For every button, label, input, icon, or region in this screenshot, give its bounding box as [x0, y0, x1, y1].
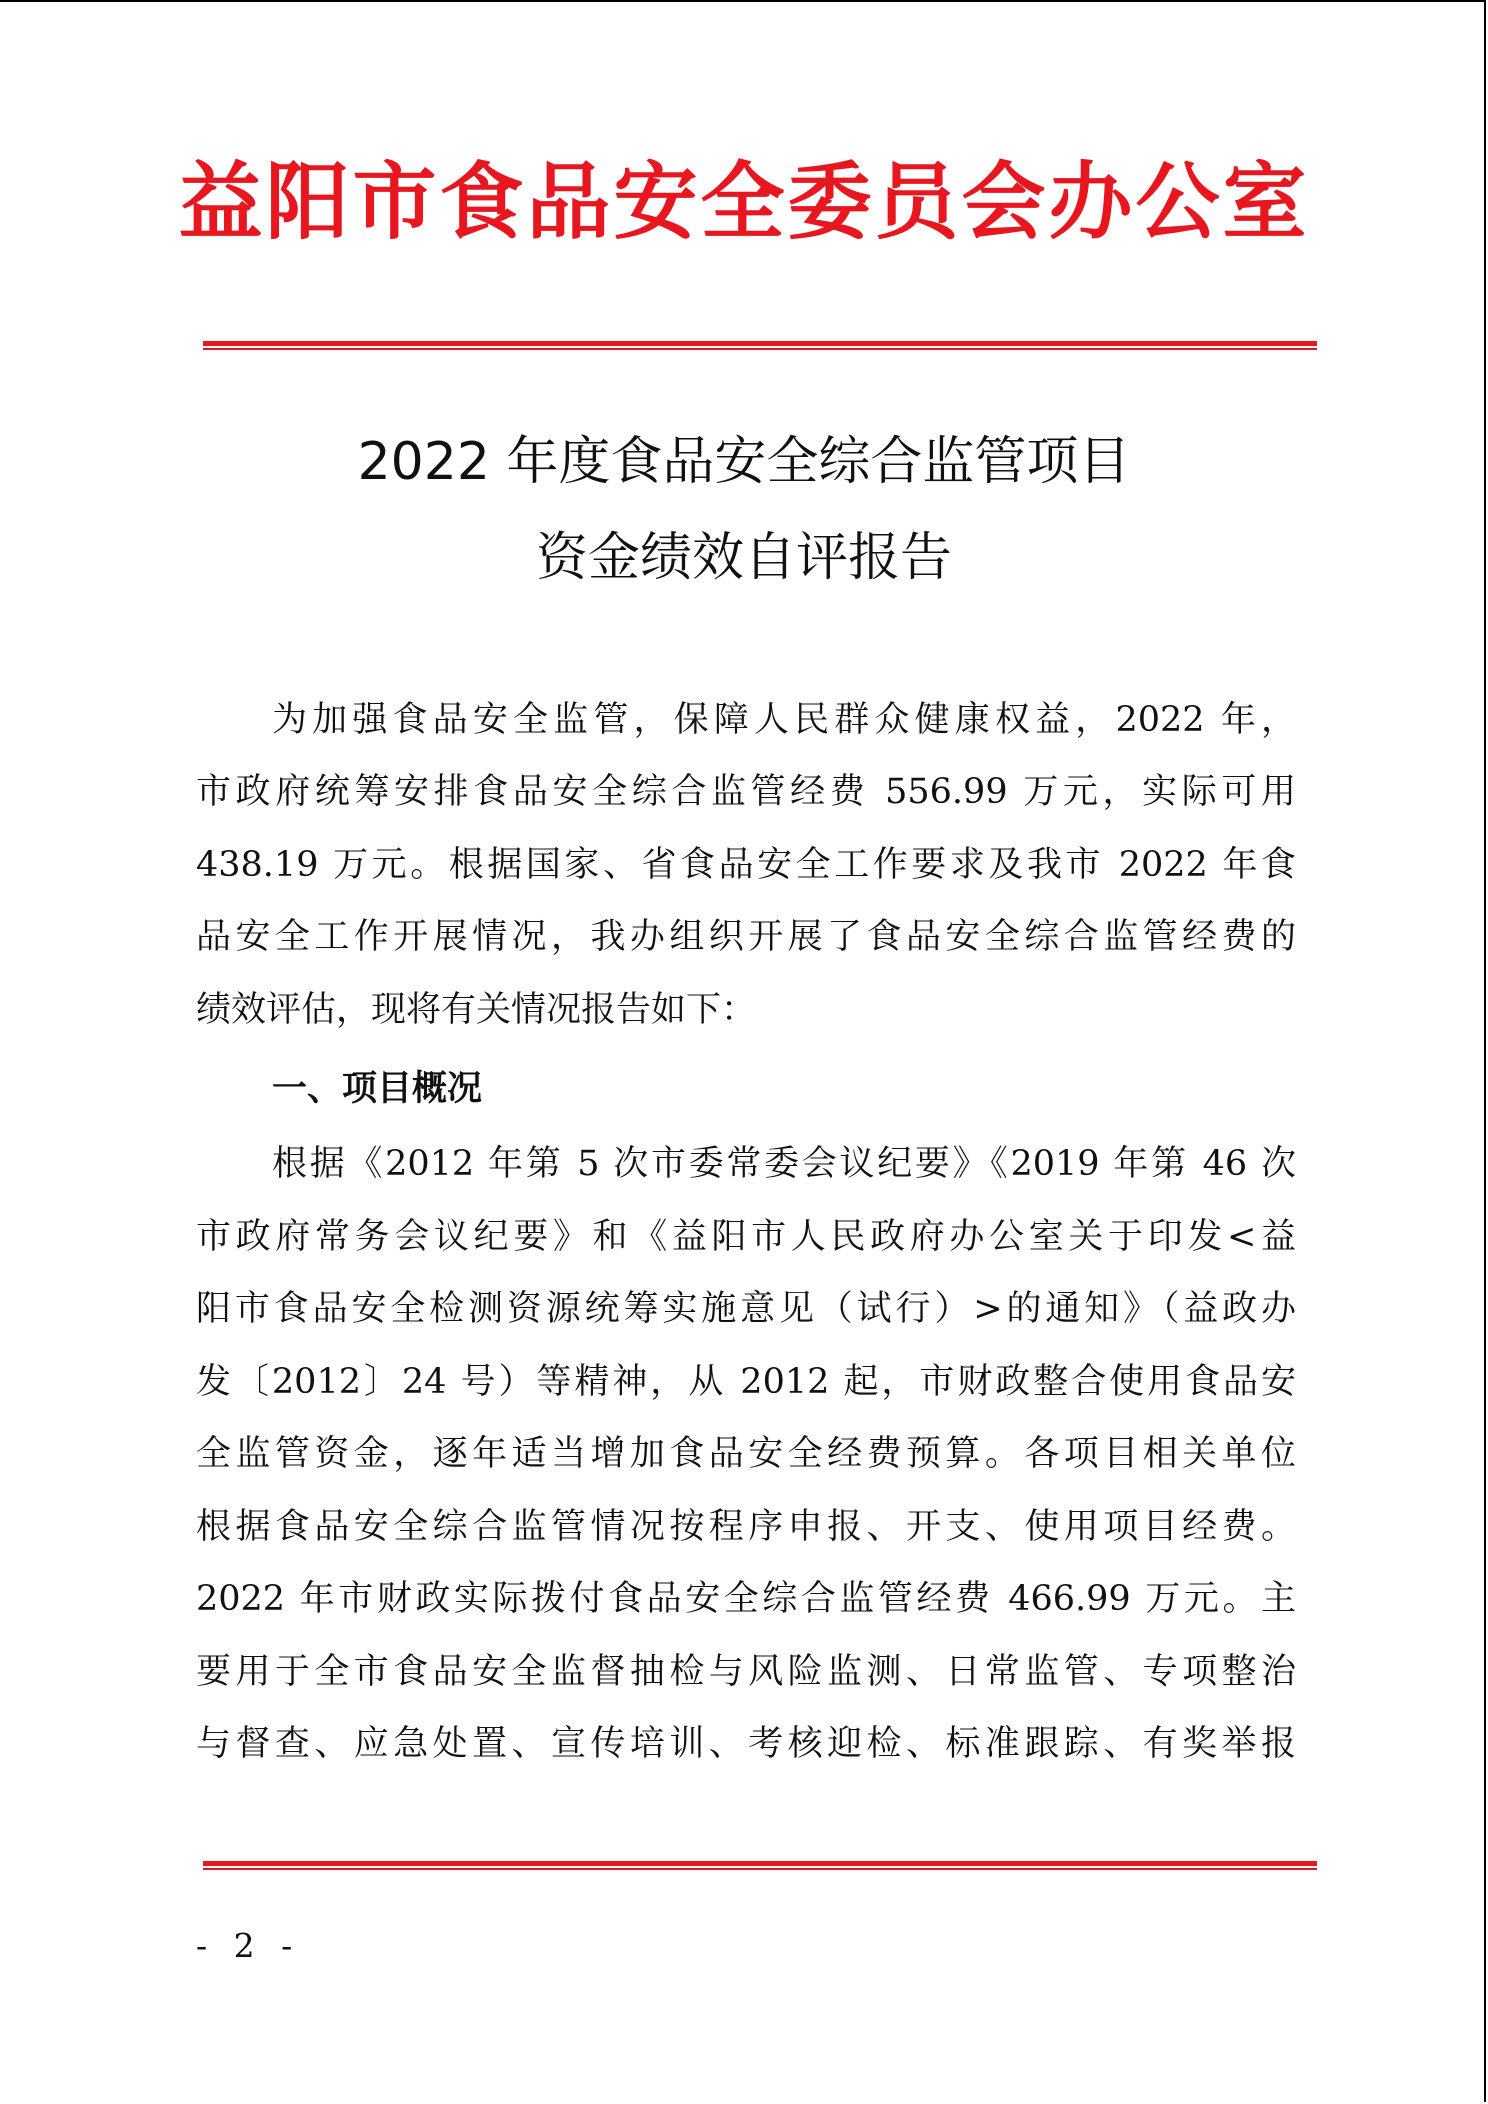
- section1-line: 市政府常务会议纪要》和《益阳市人民政府办公室关于印发<益: [196, 1217, 1296, 1257]
- footer-rule-thin: [203, 1868, 1317, 1870]
- intro-line: 绩效评估，现将有关情况报告如下：: [196, 990, 757, 1030]
- section1-line: 要用于全市食品安全监督抽检与风险监测、日常监管、专项整治: [196, 1652, 1296, 1692]
- section1-line: 根据《2012 年第 5 次市委常委会议纪要》《2019 年第 46 次: [272, 1144, 1296, 1184]
- section1-line: 阳市食品安全检测资源统筹实施意见（试行）>的通知》（益政办: [196, 1289, 1296, 1329]
- section1-line: 发〔2012〕24 号）等精神，从 2012 起，市财政整合使用食品安: [196, 1362, 1296, 1402]
- intro-line: 为加强食品安全监管，保障人民群众健康权益，2022 年，: [272, 700, 1296, 740]
- header-red-rule: [203, 341, 1317, 351]
- section1-line: 全监管资金，逐年适当增加食品安全经费预算。各项目相关单位: [196, 1434, 1296, 1474]
- footer-rule-thick: [203, 1861, 1317, 1866]
- section1-line: 2022 年市财政实际拨付食品安全综合监管经费 466.99 万元。主: [196, 1579, 1296, 1619]
- page-number: - 2 -: [196, 1926, 301, 1965]
- header-rule-thick: [203, 341, 1317, 346]
- footer-red-rule: [203, 1861, 1317, 1871]
- section1-line: 与督查、应急处置、宣传培训、考核迎检、标准跟踪、有奖举报: [196, 1724, 1296, 1764]
- intro-line: 品安全工作开展情况，我办组织开展了食品安全综合监管经费的: [196, 917, 1296, 957]
- section-heading: 一、项目概况: [272, 1069, 483, 1109]
- header-rule-thin: [203, 348, 1317, 350]
- section1-line: 根据食品安全综合监管情况按程序申报、开支、使用项目经费。: [196, 1507, 1296, 1547]
- intro-line: 市政府统筹安排食品安全综合监管经费 556.99 万元，实际可用: [196, 772, 1296, 812]
- document-title-line-2: 资金绩效自评报告: [535, 528, 952, 588]
- document-title-line-1: 2022 年度食品安全综合监管项目: [357, 432, 1131, 492]
- organization-header: 益阳市食品安全委员会办公室: [178, 152, 1310, 251]
- intro-line: 438.19 万元。根据国家、省食品安全工作要求及我市 2022 年食: [196, 845, 1296, 885]
